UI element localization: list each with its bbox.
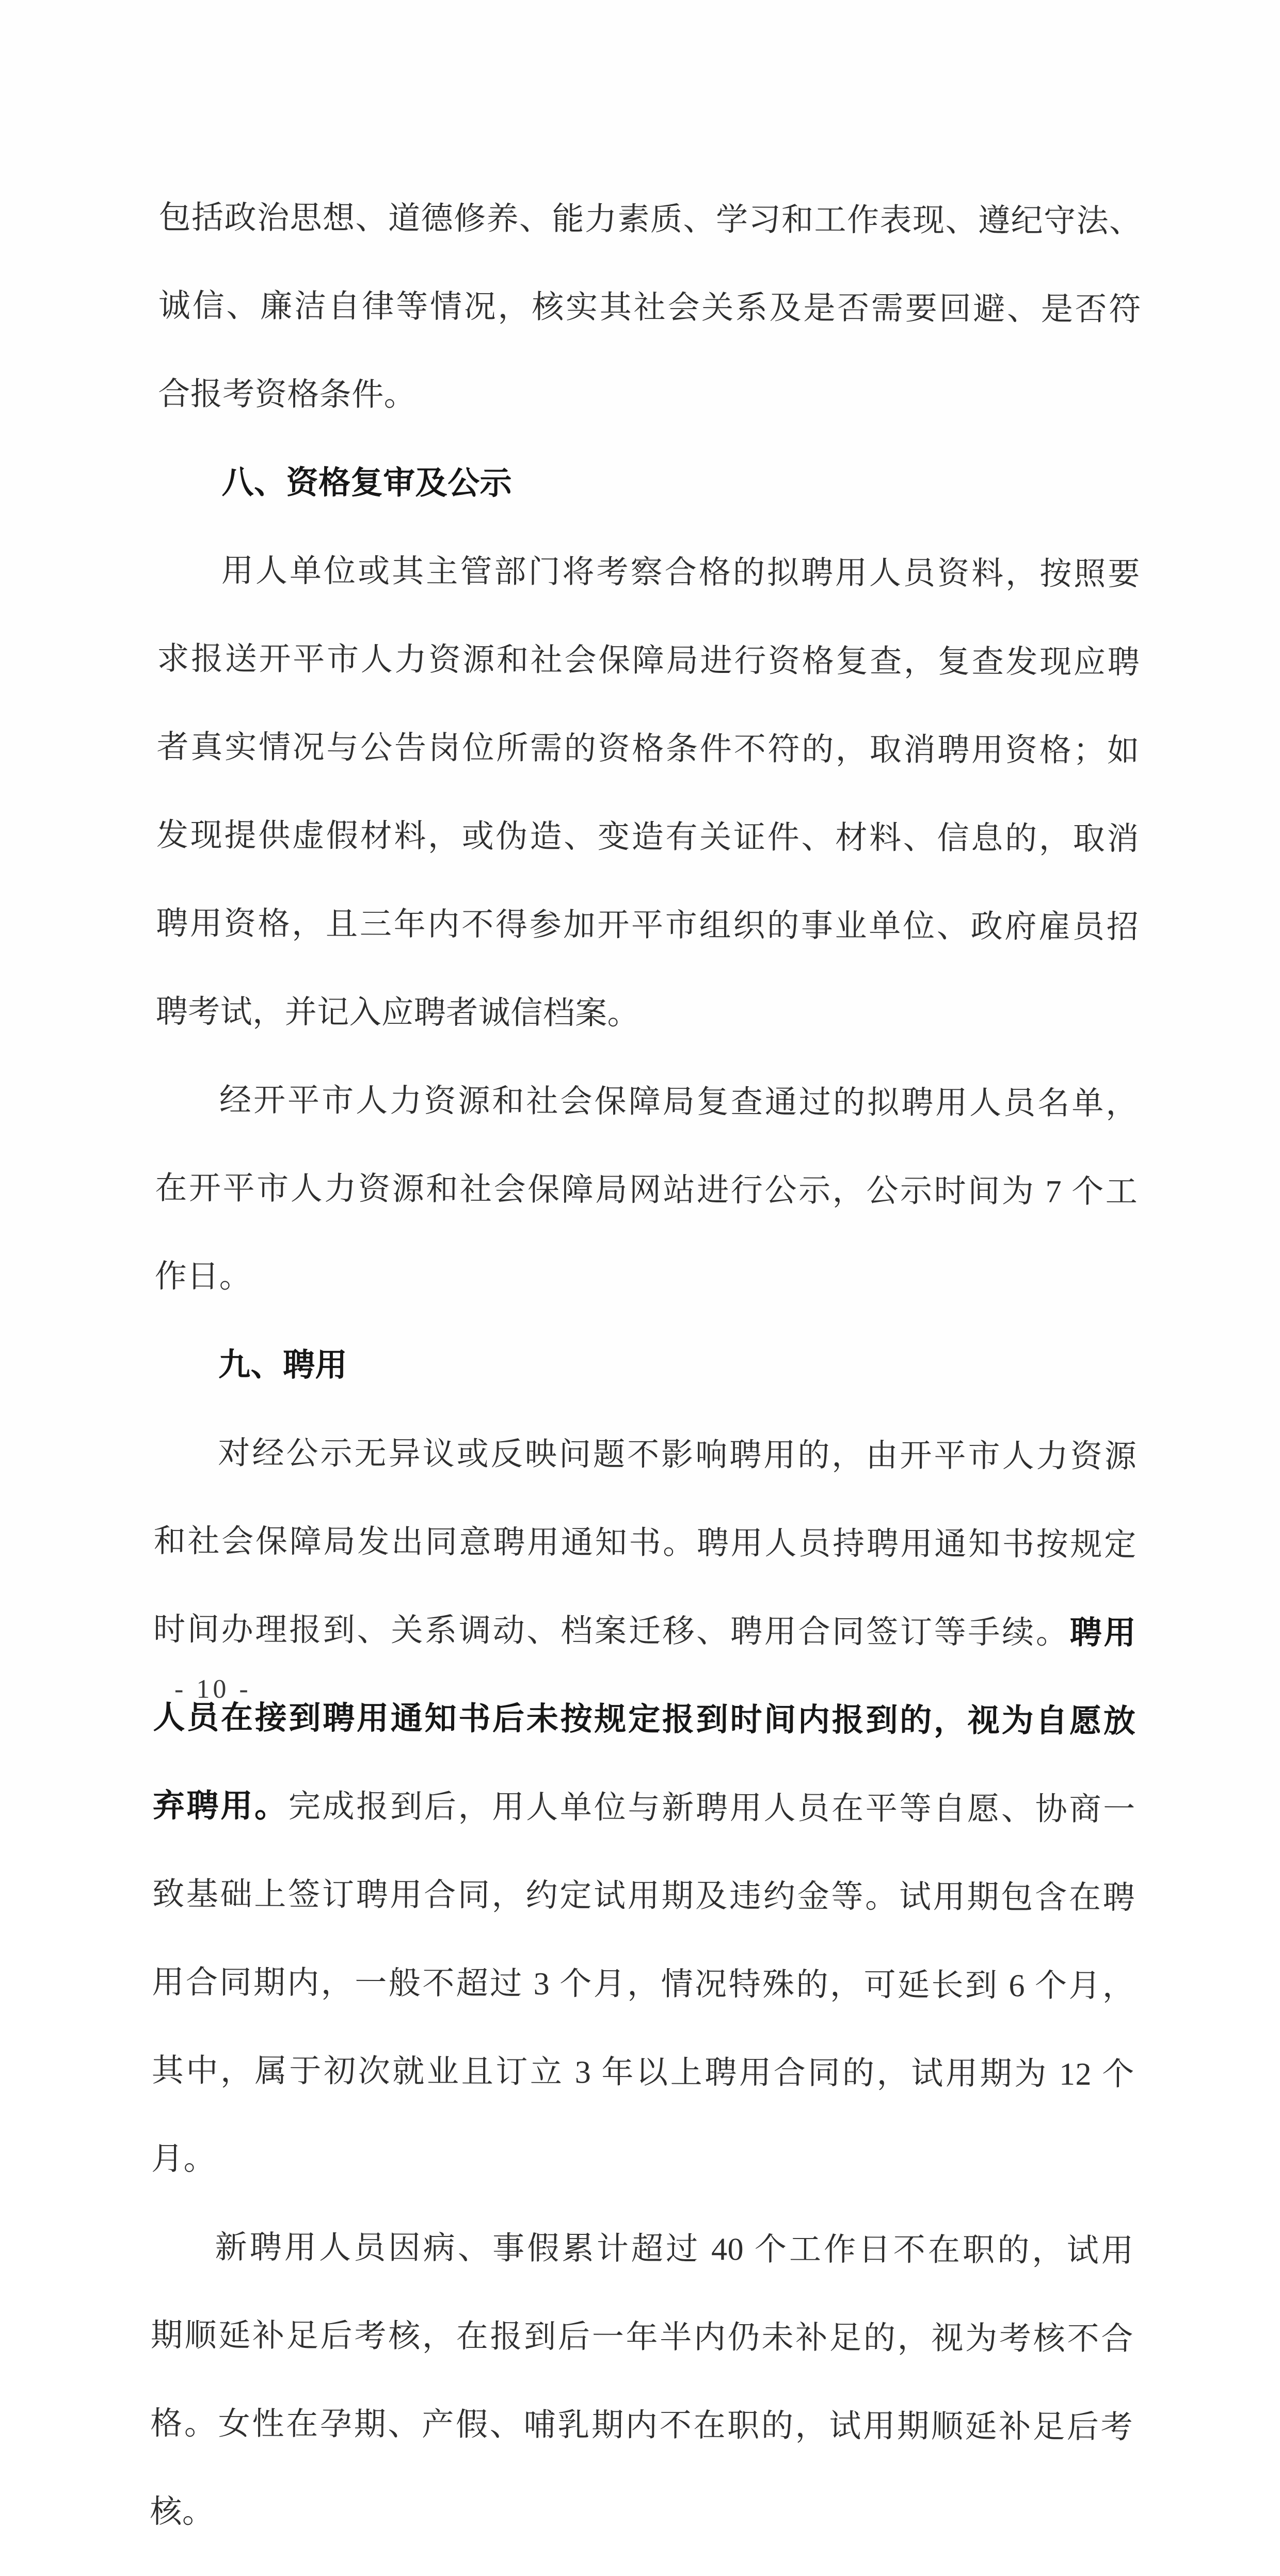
body-text-segment: 时间办理报到、关系调动、档案迁移、聘用合同签订等手续。 [153, 1612, 1070, 1651]
body-line: 经开平市人力资源和社会保障局复查通过的拟聘用人员名单， [219, 1083, 1139, 1122]
body-line: 聘考试，并记入应聘者诚信档案。 [155, 994, 640, 1032]
body-line: 聘用资格，且三年内不得参加开平市组织的事业单位、政府雇员招 [156, 906, 1139, 945]
bold-emphasis-text: 聘用 [1069, 1615, 1137, 1651]
body-line: 月。 [151, 2141, 216, 2177]
body-line: 求报送开平市人力资源和社会保障局进行资格复查，复查发现应聘 [157, 641, 1140, 681]
body-line: 核。 [150, 2494, 215, 2530]
body-line: 新聘用人员因病、事假累计超过 40 个工作日不在职的，试用 [215, 2230, 1134, 2269]
section-heading-9: 九、聘用 [218, 1347, 348, 1383]
body-line: 作日。 [154, 1259, 252, 1295]
body-line: 其中，属于初次就业且订立 3 年以上聘用合同的，试用期为 12 个 [151, 2053, 1134, 2092]
body-line: 包括政治思想、道德修养、能力素质、学习和工作表现、遵纪守法、 [158, 200, 1142, 239]
body-line: 用人单位或其主管部门将考察合格的拟聘用人员资料，按照要 [221, 553, 1141, 592]
body-line: 发现提供虚假材料，或伪造、变造有关证件、材料、信息的，取消 [156, 817, 1140, 857]
page-number: - 10 - [174, 1675, 251, 1704]
section-heading-8: 八、资格复审及公示 [221, 465, 513, 502]
body-line: 期顺延补足后考核，在报到后一年半内仍未补足的，视为考核不合 [150, 2317, 1133, 2357]
body-line: 合报考资格条件。 [158, 376, 417, 413]
body-text-segment: 完成报到后，用人单位与新聘用人员在平等自愿、协商一 [288, 1789, 1135, 1828]
body-line: 诚信、廉洁自律等情况，核实其社会关系及是否需要回避、是否符 [158, 288, 1142, 328]
body-line: 对经公示无异议或反映问题不影响聘用的，由开平市人力资源 [218, 1436, 1137, 1475]
body-line: 在开平市人力资源和社会保障局网站进行公示，公示时间为 7 个工 [155, 1170, 1138, 1210]
body-line [153, 1778, 1135, 1838]
body-line: 致基础上签订聘用合同，约定试用期及违约金等。试用期包含在聘 [152, 1876, 1135, 1916]
body-line: 格。女性在孕期、产假、哺乳期内不在职的，试用期顺延补足后考 [150, 2406, 1133, 2445]
body-line: 者真实情况与公告岗位所需的资格条件不符的，取消聘用资格；如 [156, 729, 1140, 769]
document-text-block [150, 158, 1142, 2576]
body-line: 和社会保障局发出同意聘用通知书。聘用人员持聘用通知书按规定 [153, 1523, 1137, 1563]
bold-emphasis-line: 人员在接到聘用通知书后未按规定报到时间内报到的，视为自愿放 [153, 1700, 1136, 1740]
bold-emphasis-text: 弃聘用。 [152, 1788, 289, 1824]
body-line: 用合同期内，一般不超过 3 个月，情况特殊的，可延长到 6 个月， [152, 1965, 1135, 2004]
body-line [153, 1602, 1136, 1662]
